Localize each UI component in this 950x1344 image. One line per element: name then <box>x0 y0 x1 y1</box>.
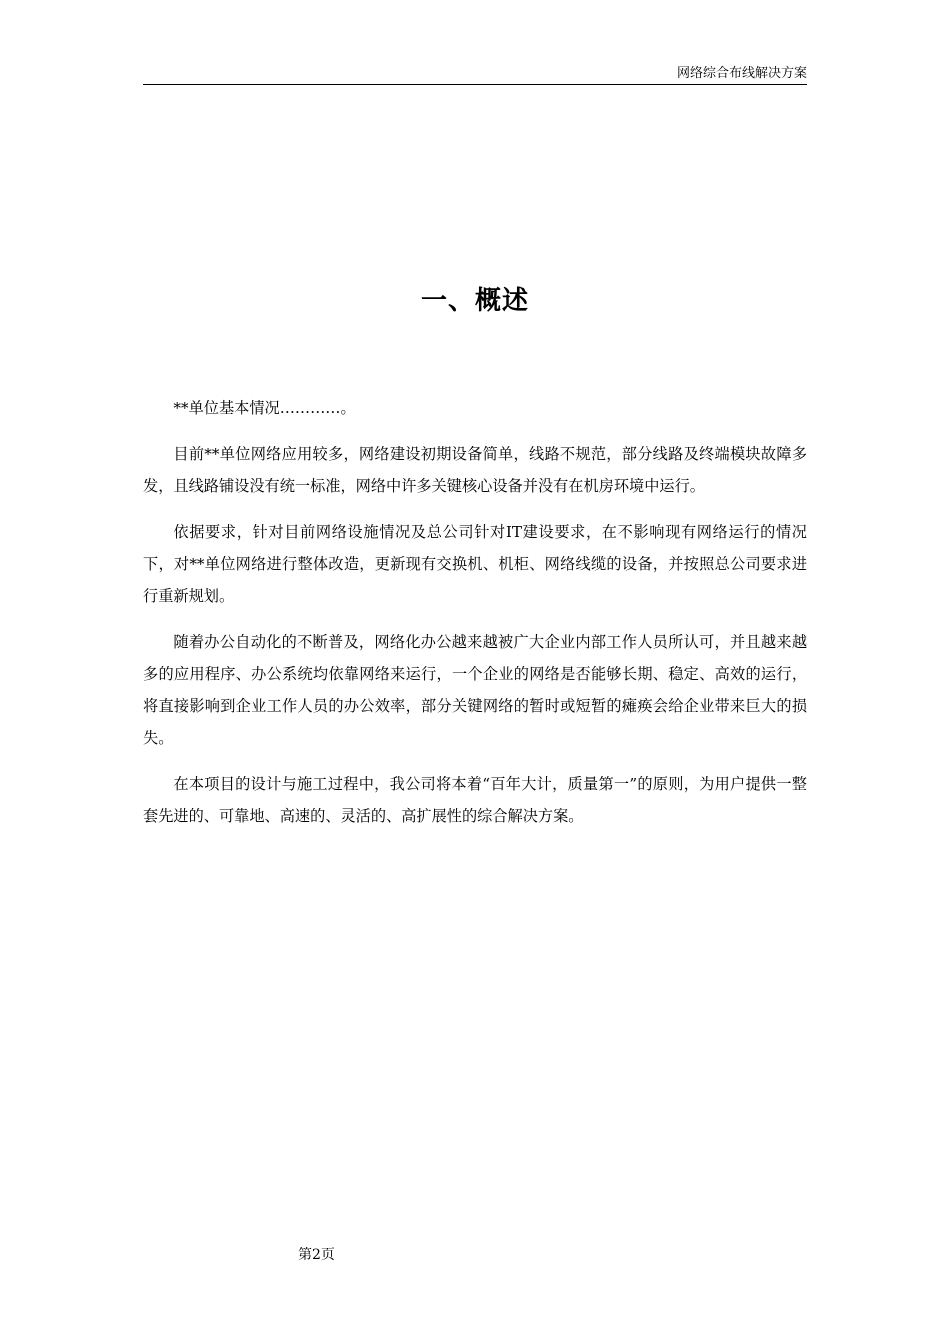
page-header <box>143 64 807 85</box>
paragraph-requirements: 依据要求，针对目前网络设施情况及总公司针对IT建设要求，在不影响现有网络运行的情况下，对**单位网络进行整体改造，更新现有交换机、机柜、网络线缆的设备，并按照总公司要求进行重新规划。 <box>143 523 807 605</box>
header-title: 网络综合布线解决方案 <box>676 66 807 81</box>
body-text <box>143 392 807 846</box>
paragraph-project-principle: 在本项目的设计与施工过程中，我公司将本着“百年大计，质量第一”的原则，为用户提供一整套先进的、可靠地、高速的、灵活的、高扩展性的综合解决方案。 <box>143 775 807 825</box>
paragraph-current-status: 目前**单位网络应用较多，网络建设初期设备简单，线路不规范，部分线路及终端模块故障多发，且线路铺设没有统一标准，网络中许多关键核心设备并没有在机房环境中运行。 <box>143 445 807 495</box>
paragraph-office-automation: 随着办公自动化的不断普及，网络化办公越来越被广大企业内部工作人员所认可，并且越来越多的应用程序、办公系统均依靠网络来运行，一个企业的网络是否能够长期、稳定、高效的运行，将直接影响到企业工作人员的办公效率，部分关键网络的暂时或短暂的瘫痪会给企业带来巨大的损失。 <box>143 633 807 747</box>
paragraph-basic-info: **单位基本情况…………。 <box>173 399 356 417</box>
page-number: 第2页 <box>298 1247 335 1263</box>
section-heading: 一、概述 <box>420 286 529 316</box>
